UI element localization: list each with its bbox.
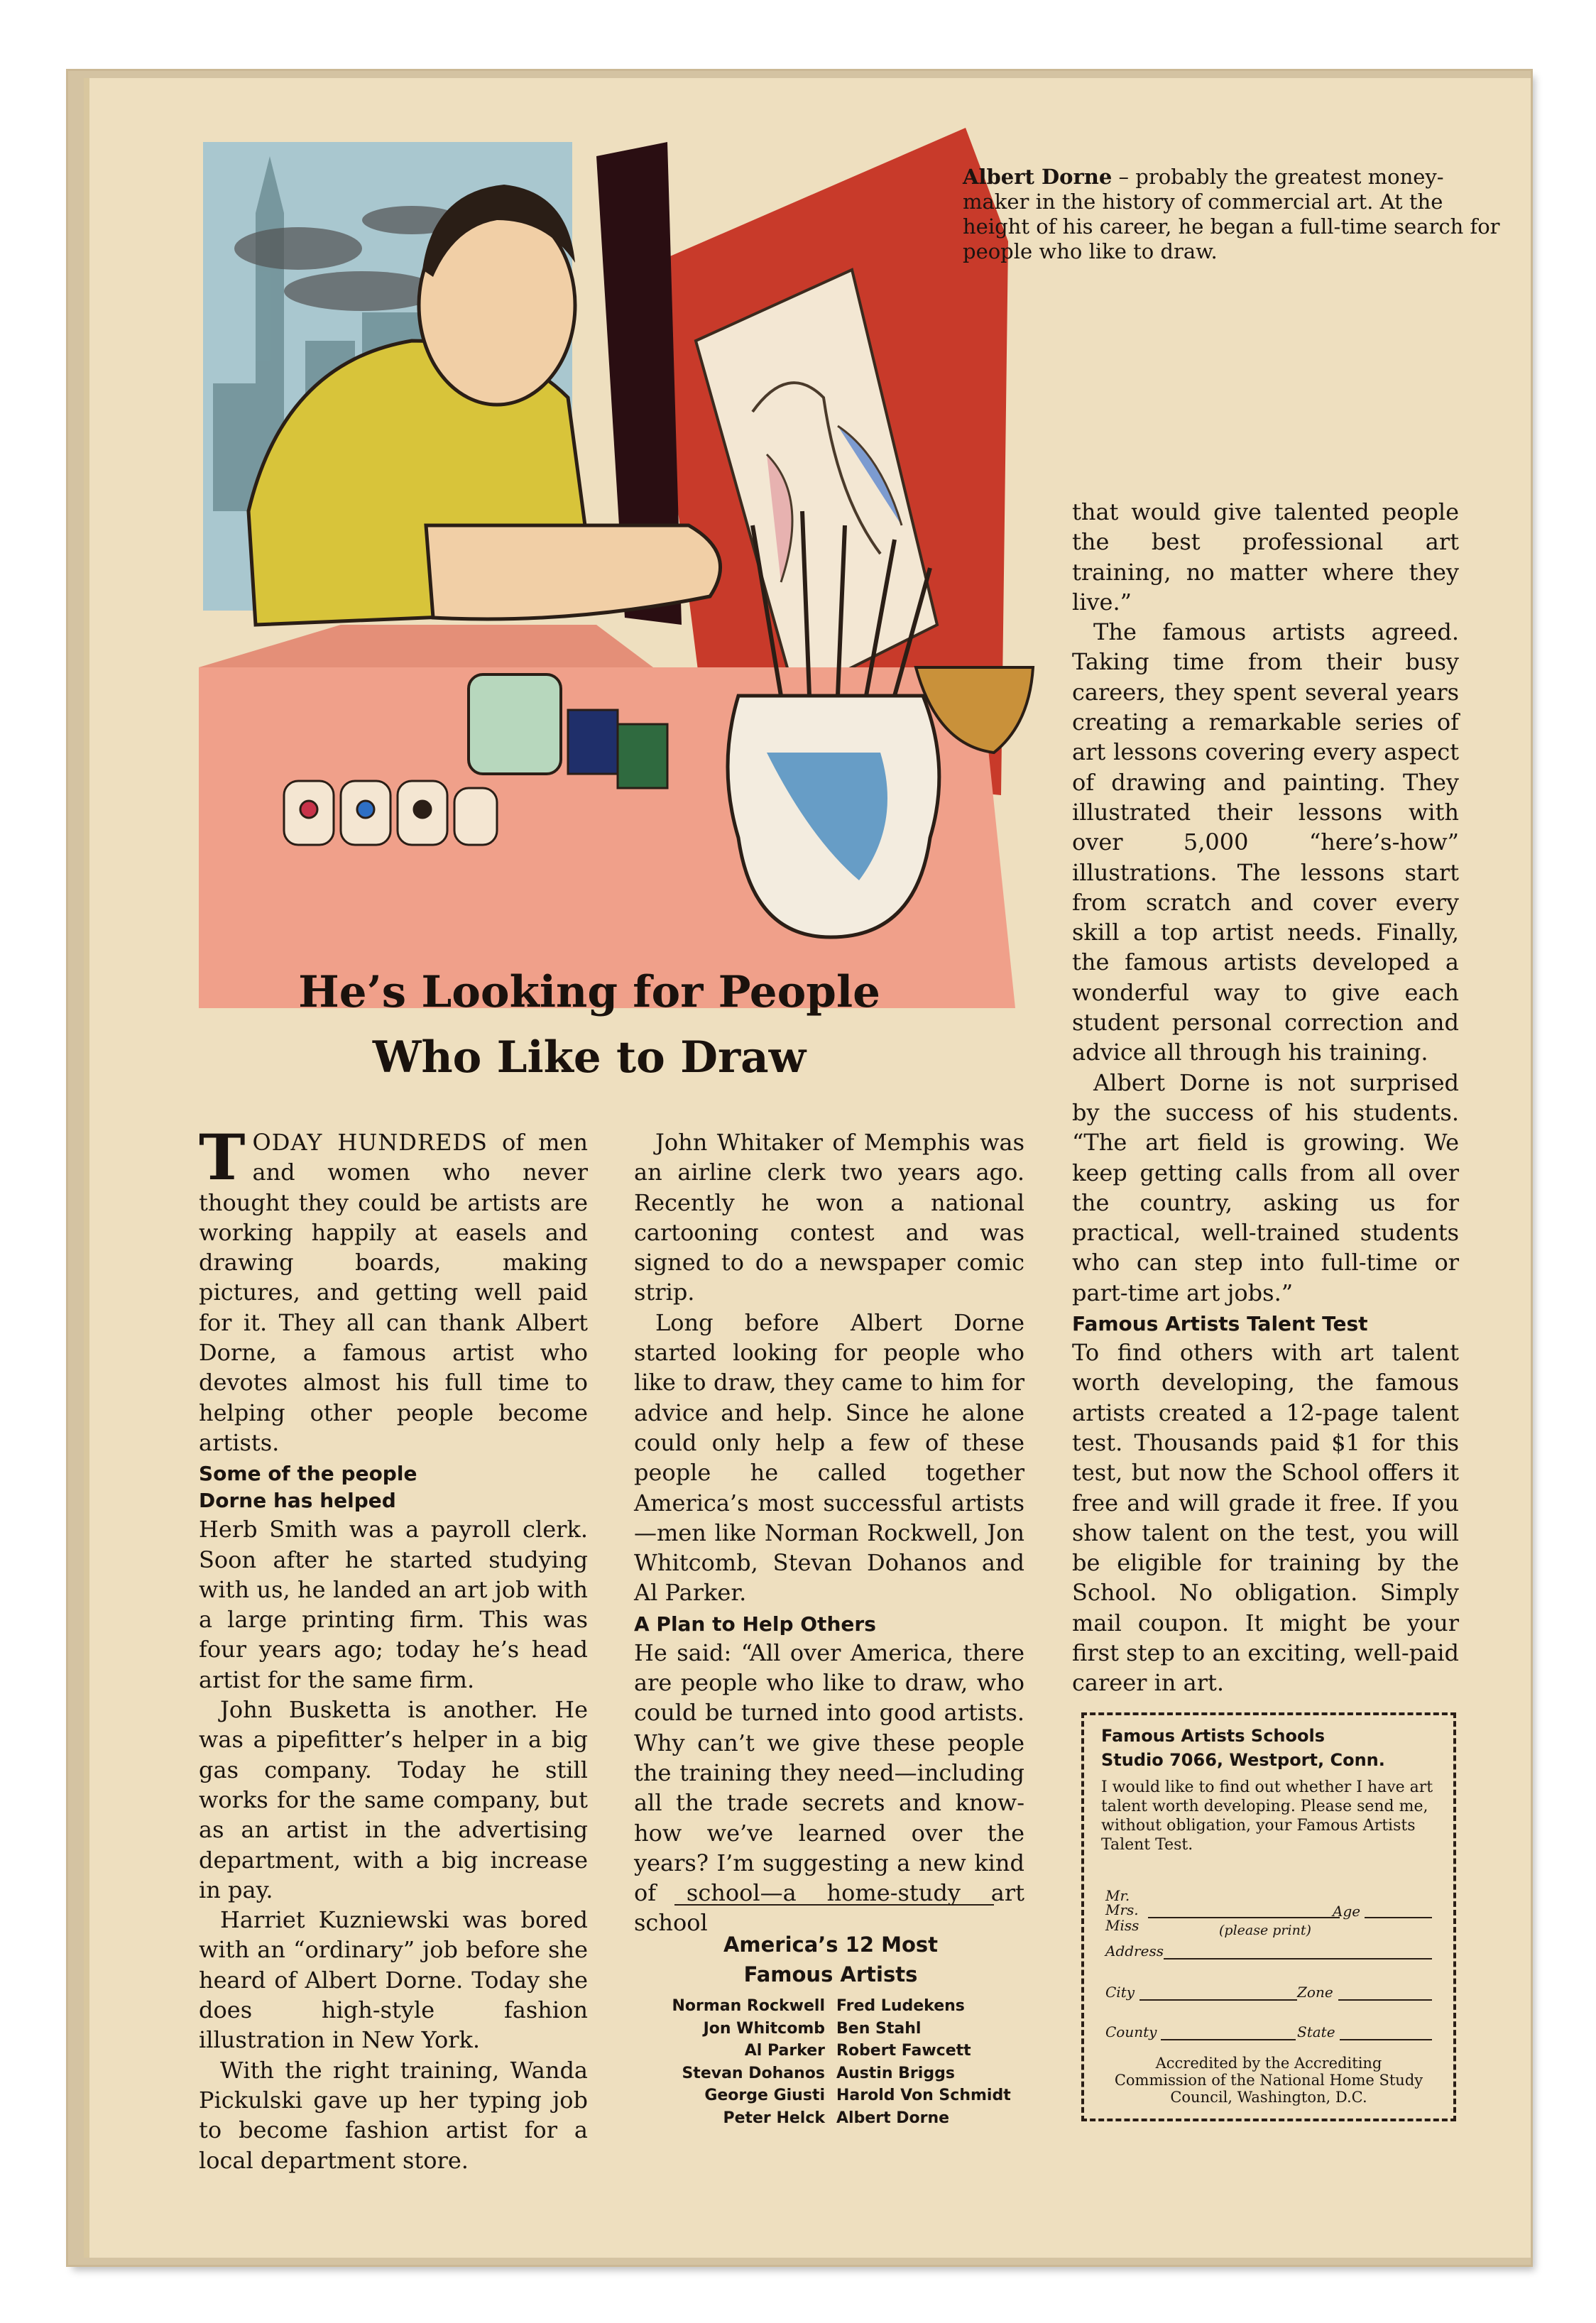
artist-name: Robert Fawcett	[836, 2042, 971, 2060]
col3-paragraph-2: The famous artists agreed. Taking time from their busy careers, they spent several years creating a remarkable series of art lessons covering every aspect of drawing and painting. They illustrated their lessons with over 5,000 “here’s-how” illustrations. The lessons start from scratch and cover every skill a top artist needs. Finally, the famous artists developed a wonderful way to give each student personal correction and advice all through his training.	[1072, 618, 1459, 1066]
county-label: County	[1105, 2023, 1157, 2040]
artist-name: Austin Briggs	[836, 2064, 955, 2082]
headline-line-2: Who Like to Draw	[372, 1032, 807, 1083]
col3-paragraph-4: To find others with art talent worth developing, the famous artists created a 12-page talent test. Thousands paid $1 for this test, but now the School offers it free and will grade it free. If you show talent on the test, you will be eligible for training by the School. No obligation. Simply mail coupon. It might be your first step to an exciting, well-paid career in art.	[1072, 1339, 1459, 1697]
coupon-school-name	[1101, 1724, 1453, 1772]
mail-in-coupon[interactable]	[1081, 1712, 1456, 2121]
article-column-3	[1072, 497, 1459, 1698]
age-label: Age	[1333, 1903, 1361, 1920]
artist-name: Stevan Dohanos	[682, 2064, 825, 2082]
caption-name: Albert Dorne	[963, 165, 1113, 189]
article-column-1	[199, 1120, 589, 2175]
mr-label: Mr.	[1105, 1887, 1130, 1904]
albert-dorne-illustration	[199, 128, 1037, 1008]
col2-paragraph-2: Long before Albert Dorne started looking for people who like to draw, they came to him for advice and help. Since he alone could only help a few of these people he called together America’s most successful artists—men like Norman Rockwell, Jon Whitcomb, Stevan Dohanos and Al Parker.	[634, 1308, 1024, 1607]
col2-paragraph-3: He said: “All over America, there are people who like to draw, who could be turned into good artists. Why can’t we give these people the training they need—including all the trade secrets and know-how we’ve learned over the years? I’m suggesting a new kind of school—a home-study art school	[634, 1639, 1024, 1937]
artist-name: Jon Whitcomb	[703, 2019, 825, 2038]
col3-subhead: Famous Artists Talent Test	[1072, 1312, 1368, 1336]
drop-cap: T	[199, 1120, 246, 1194]
address-label: Address	[1105, 1942, 1164, 1959]
col1-paragraph-5: With the right training, Wanda Pickulski gave up her typing job to become fashion artist for a local department store.	[199, 2056, 588, 2174]
col1-p1-text: of men and women who never thought they could be artists are working happily at easels and drawing boards, making pictures, and getting well paid for it. They all can thank Albert Dorne, a famous artist who devotes almost his full time to helping other people become artists.	[199, 1129, 589, 1456]
zone-label: Zone	[1297, 1984, 1333, 2001]
coupon-text: I would like to find out whether I have art talent worth developing. Please send me, without obligation, your Famous Artists Talent Test.	[1101, 1778, 1433, 1854]
article-column-2	[634, 1127, 1024, 1938]
artist-name: Peter Helck	[723, 2109, 825, 2127]
col2-subhead: A Plan to Help Others	[634, 1612, 876, 1636]
age-field-line[interactable]	[1365, 1917, 1432, 1918]
city-label: City	[1105, 1984, 1135, 2001]
col1-subhead-line-1: Some of the people	[199, 1462, 417, 1486]
artist-name: George Giusti	[704, 2087, 825, 2104]
address-field-line[interactable]	[1164, 1958, 1432, 1959]
col1-subhead-line-2: Dorne has helped	[199, 1489, 396, 1513]
artists-title-line-1: America’s 12 Most	[723, 1933, 939, 1957]
caption-text: – probably the greatest money-maker in the history of commercial art. At the height of his career, he began a full-time search for people who like to draw.	[963, 165, 1500, 263]
state-field-line[interactable]	[1340, 2039, 1432, 2040]
artists-title-line-2: Famous Artists	[743, 1962, 918, 1986]
city-field-line[interactable]	[1139, 1999, 1297, 2001]
county-field-line[interactable]	[1161, 2039, 1296, 2040]
artist-name: Norman Rockwell	[672, 1997, 825, 2015]
state-label: State	[1297, 2023, 1335, 2040]
col1-paragraph-3: John Busketta is another. He was a pipefitter’s helper in a big gas company. Today he still works for the same company, but as an artist in the advertising department, with a big increase in pay.	[199, 1696, 588, 1903]
print-note: (please print)	[1219, 1923, 1311, 1938]
lead-small-caps: ODAY HUNDREDS	[252, 1129, 488, 1156]
col1-subhead	[199, 1460, 588, 1514]
col2-paragraph-1: John Whitaker of Memphis was an airline clerk two years ago. Recently he won a national cartooning contest and was signed to do a newspaper comic strip.	[634, 1129, 1024, 1306]
artist-name: Albert Dorne	[836, 2109, 950, 2127]
coupon-line-1: Famous Artists Schools	[1101, 1726, 1325, 1746]
list-divider-rule	[674, 1904, 994, 1906]
name-field-line[interactable]	[1148, 1917, 1340, 1918]
artists-right-column	[836, 1995, 1064, 2129]
coupon-line-2: Studio 7066, Westport, Conn.	[1101, 1750, 1385, 1770]
illustration-caption	[963, 165, 1502, 264]
mrs-label: Mrs.	[1105, 1901, 1139, 1918]
headline	[213, 960, 966, 1091]
artist-name: Ben Stahl	[836, 2019, 922, 2038]
zone-field-line[interactable]	[1338, 1999, 1432, 2001]
accreditation-note: Accredited by the Accrediting Commission of the National Home Study Council, Washington, D.C.	[1114, 2055, 1423, 2106]
artist-name: Harold Von Schmidt	[836, 2087, 1011, 2104]
col1-paragraph-4: Harriet Kuzniewski was bored with an “ordinary” job before she heard of Albert Dorne. Today she does high-style fashion illustration in New York.	[199, 1906, 588, 2054]
artist-name: Fred Ludekens	[836, 1997, 965, 2015]
artists-list-title	[625, 1930, 1037, 1989]
col1-paragraph-1	[199, 1120, 589, 1458]
col3-paragraph-1: that would give talented people the best professional art training, no matter where they live.”	[1072, 498, 1459, 616]
artist-name: Al Parker	[744, 2042, 825, 2060]
headline-line-1: He’s Looking for People	[298, 967, 880, 1017]
miss-label: Miss	[1105, 1917, 1139, 1934]
col1-paragraph-2: Herb Smith was a payroll clerk. Soon after he started studying with us, he landed an art job with a large printing firm. This was four years ago; today he’s head artist for the same firm.	[199, 1516, 588, 1693]
artists-left-column	[612, 1995, 825, 2129]
col3-paragraph-3: Albert Dorne is not surprised by the success of his students. “The art field is growing. We keep getting calls from all over the country, asking us for practical, well-trained students who can step into full-time or part-time art jobs.”	[1072, 1068, 1459, 1306]
